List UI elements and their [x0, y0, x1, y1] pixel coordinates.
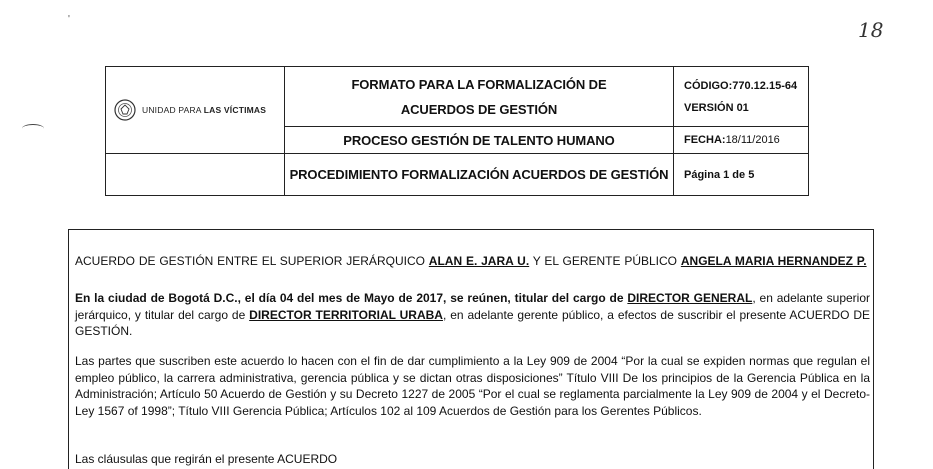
logo-text: UNIDAD PARA LAS VÍCTIMAS: [142, 105, 267, 115]
cargo-director-general: DIRECTOR GENERAL: [627, 291, 753, 305]
document-version: VERSIÓN 01: [684, 101, 749, 114]
date-cell: [674, 127, 809, 154]
logo-cell: [106, 67, 285, 154]
gerente-name: ANGELA MARIA HERNANDEZ P.: [680, 254, 867, 268]
document-code: CÓDIGO:770.12.15-64: [684, 79, 798, 92]
format-title-line1: FORMATO PARA LA FORMALIZACIÓN DE: [351, 76, 607, 92]
format-title-line2: ACUERDOS DE GESTIÓN: [400, 101, 558, 117]
page-indicator-cell: Página 1 de 5: [674, 154, 809, 196]
procedure-cell: PROCEDIMIENTO FORMALIZACIÓN ACUERDOS DE GESTIÓN: [285, 154, 674, 196]
paragraph-clauses-partial: Las cláusulas que regirán el presente ACUERDO: [75, 452, 338, 466]
handwritten-page-number: 18: [858, 18, 884, 42]
logo-cell-bottom: [106, 154, 285, 196]
superior-name: ALAN E. JARA U.: [428, 254, 530, 268]
scan-speck: ': [68, 14, 70, 25]
process-cell: PROCESO GESTIÓN DE TALENTO HUMANO: [285, 127, 674, 154]
document-header-table: [105, 66, 809, 196]
margin-pen-stroke: [22, 124, 44, 133]
cargo-director-territorial: DIRECTOR TERRITORIAL URABA: [249, 307, 443, 322]
agreement-title: ACUERDO DE GESTIÓN ENTRE EL SUPERIOR JERÁRQUICO ALAN E. JARA U. Y EL GERENTE PÚBLICO ANGELA MARIA HERNANDEZ P.: [75, 254, 867, 268]
paragraph-parties: En la ciudad de Bogotá D.C., el día 04 del mes de Mayo de 2017, se reúnen, titular del cargo de DIRECTOR GENERAL, en adelante superior jerárquico, y titular del cargo de DIRECTOR TERRITORIAL URABA, en adelante gerente público, a efectos de suscribir el presente ACUERDO DE GESTIÓN.: [75, 291, 870, 338]
paragraph-legal-basis: Las partes que suscriben este acuerdo lo hacen con el fin de dar cumplimiento a la Ley 909 de 2004 “Por la cual se expiden normas que regulan el empleo público, la carrera administrativa, gerencia pública y se dictan otras disposiciones” Título VIII De los principios de la Gerencia Pública en la Administración; Artículo 50 Acuerdo de Gestión y su Decreto 1227 de 2005 “Por el cual se reglamenta parcialmente la Ley 909 de 2004 y el Decreto-Ley 1567 of 1998”; Título VIII Gerencia Pública; Artículos 102 al 109 Acuerdos de Gestión para los Gerentes Públicos.: [75, 354, 870, 418]
date-label: FECHA:: [684, 134, 726, 146]
format-title-cell: [285, 67, 674, 127]
institution-logo: [106, 99, 284, 121]
colombia-seal-icon: [114, 99, 136, 121]
code-version-cell: [674, 67, 809, 127]
date-value: 18/11/2016: [725, 134, 780, 146]
